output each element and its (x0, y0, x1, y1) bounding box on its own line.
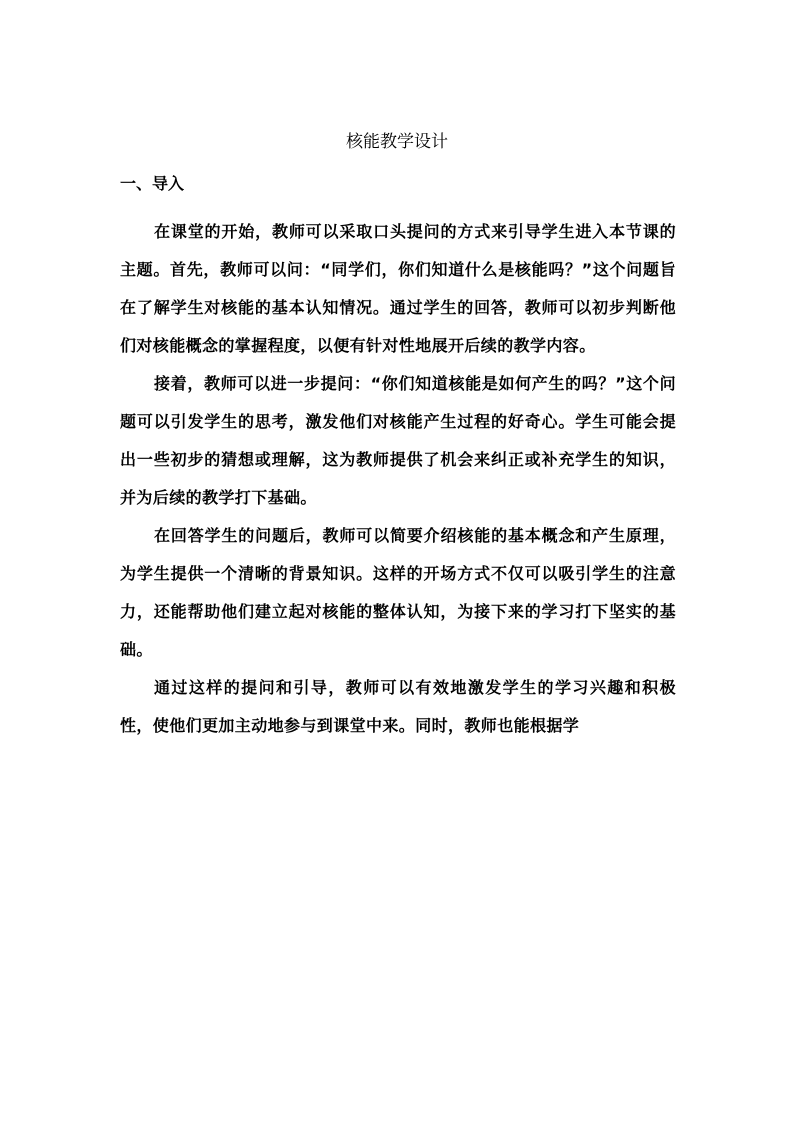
document-body (120, 213, 676, 745)
paragraph-1: 在课堂的开始，教师可以采取口头提问的方式来引导学生进入本节课的主题。首先，教师可以问：“同学们，你们知道什么是核能吗？”这个问题旨在了解学生对核能的基本认知情况。通过学生的回答，教师可以初步判断他们对核能概念的掌握程度，以便有针对性地展开后续的教学内容。 (120, 222, 676, 355)
paragraph-2: 接着，教师可以进一步提问：“你们知道核能是如何产生的吗？”这个问题可以引发学生的思考，激发他们对核能产生过程的好奇心。学生可能会提出一些初步的猜想或理解，这为教师提供了机会来纠正或补充学生的知识，并为后续的教学打下基础。 (120, 374, 676, 507)
document-title: 核能教学设计 (346, 132, 448, 152)
section-heading: 一、导入 (120, 174, 185, 193)
paragraph-4: 通过这样的提问和引导，教师可以有效地激发学生的学习兴趣和积极性，使他们更加主动地参与到课堂中来。同时，教师也能根据学 (120, 678, 676, 735)
paragraph-3: 在回答学生的问题后，教师可以简要介绍核能的基本概念和产生原理，为学生提供一个清晰的背景知识。这样的开场方式不仅可以吸引学生的注意力，还能帮助他们建立起对核能的整体认知，为接下来的学习打下坚实的基础。 (120, 526, 676, 659)
